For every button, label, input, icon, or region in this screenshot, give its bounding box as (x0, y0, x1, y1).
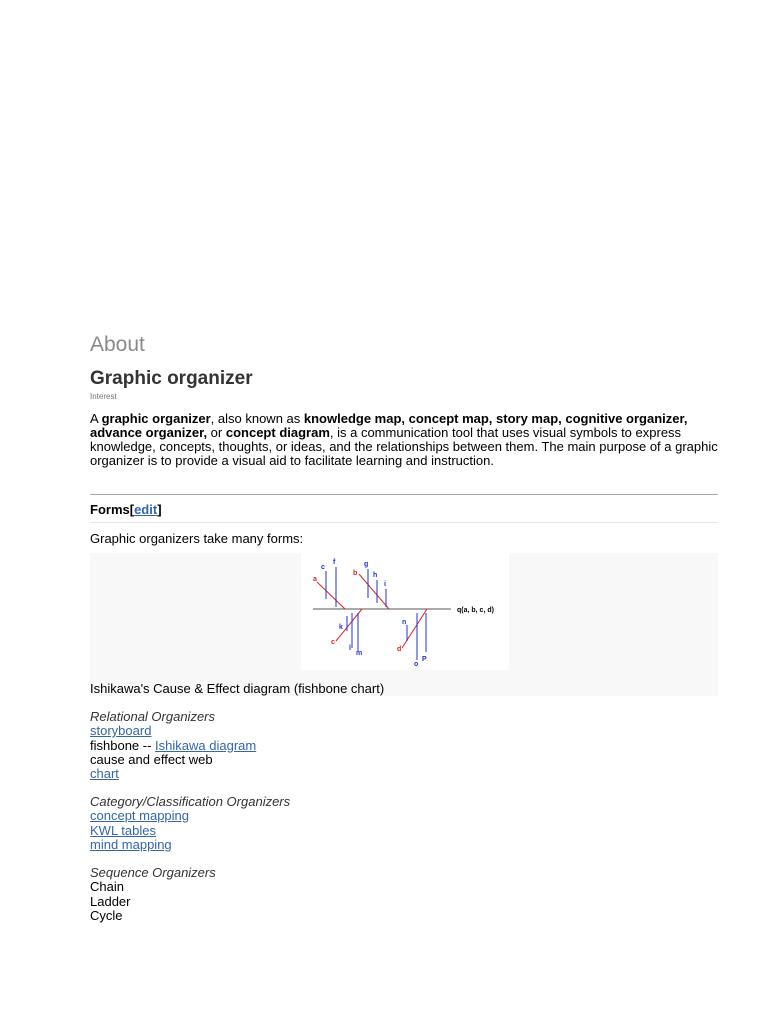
kwl-tables-link[interactable]: KWL tables (90, 822, 156, 838)
fishbone-figure (90, 553, 718, 696)
label-o: o (414, 661, 419, 668)
section-heading: Sequence Organizers (90, 865, 216, 880)
label-i: i (384, 581, 386, 588)
page-title: Graphic organizer (90, 368, 253, 389)
label-f: f (333, 559, 336, 566)
label-g: g (364, 561, 369, 568)
mind-mapping-link[interactable]: mind mapping (90, 836, 172, 852)
intro-paragraph (90, 412, 718, 468)
cause-d-line (402, 609, 427, 648)
label-e: c (321, 564, 325, 571)
label-d: d (397, 646, 402, 653)
section-heading: Category/Classification Organizers (90, 794, 291, 809)
sequence-section (90, 866, 216, 923)
edit-link[interactable]: edit (134, 502, 158, 517)
label-l: l (349, 645, 351, 652)
bracket-close: ] (157, 502, 162, 517)
divider (90, 522, 718, 523)
chart-link[interactable]: chart (90, 766, 119, 782)
list-item: Ladder (90, 893, 131, 909)
forms-heading-text: Forms (90, 502, 130, 517)
storyboard-link[interactable]: storyboard (90, 723, 152, 739)
list-item (90, 739, 256, 753)
ishikawa-diagram-link[interactable]: Ishikawa diagram (155, 737, 257, 753)
label-b: b (353, 570, 358, 577)
divider (90, 494, 718, 495)
list-item: cause and effect web (90, 751, 213, 767)
label-k: k (339, 624, 343, 631)
forms-heading (90, 502, 162, 517)
relational-section (90, 710, 256, 781)
list-item: Cycle (90, 907, 123, 923)
figure-caption: Ishikawa's Cause & Effect diagram (fishbone chart) (90, 681, 385, 696)
about-heading: About (90, 333, 145, 356)
cause-b-line (359, 574, 389, 609)
label-p: P (422, 656, 427, 663)
intro-text-a: A (90, 411, 102, 426)
intro-term: graphic organizer (101, 411, 211, 426)
intro-text-rest: , is a communication tool that uses visual symbols to express knowledge, concepts, thoughts, or ideas, and the relationships between them. The main purpose of a graphic organizer is to provide a visual aid to facilitate learning and instruction. (90, 425, 718, 468)
cause-a-line (317, 582, 345, 609)
intro-text-aka: , also known as (210, 411, 304, 426)
forms-intro: Graphic organizers take many forms: (90, 531, 304, 546)
label-c: c (331, 639, 335, 646)
label-h: h (373, 572, 378, 579)
label-a: a (313, 576, 317, 583)
intro-names: knowledge map, concept map, story map, cognitive organizer, advance organizer, (90, 411, 688, 440)
effect-label: q(a, b, c, d) (457, 607, 494, 614)
intro-text-or: or (207, 425, 226, 440)
section-heading: Relational Organizers (90, 709, 216, 724)
intro-term2: concept diagram (225, 425, 330, 440)
fishbone-prefix: fishbone -- (90, 737, 156, 753)
list-item: Chain (90, 879, 124, 895)
concept-mapping-link[interactable]: concept mapping (90, 808, 190, 824)
fishbone-diagram (301, 553, 509, 670)
label-m: m (356, 650, 363, 657)
label-n: n (402, 619, 407, 626)
bracket-open: [ (129, 502, 135, 517)
category-label: Interest (90, 392, 117, 401)
category-section (90, 795, 290, 852)
